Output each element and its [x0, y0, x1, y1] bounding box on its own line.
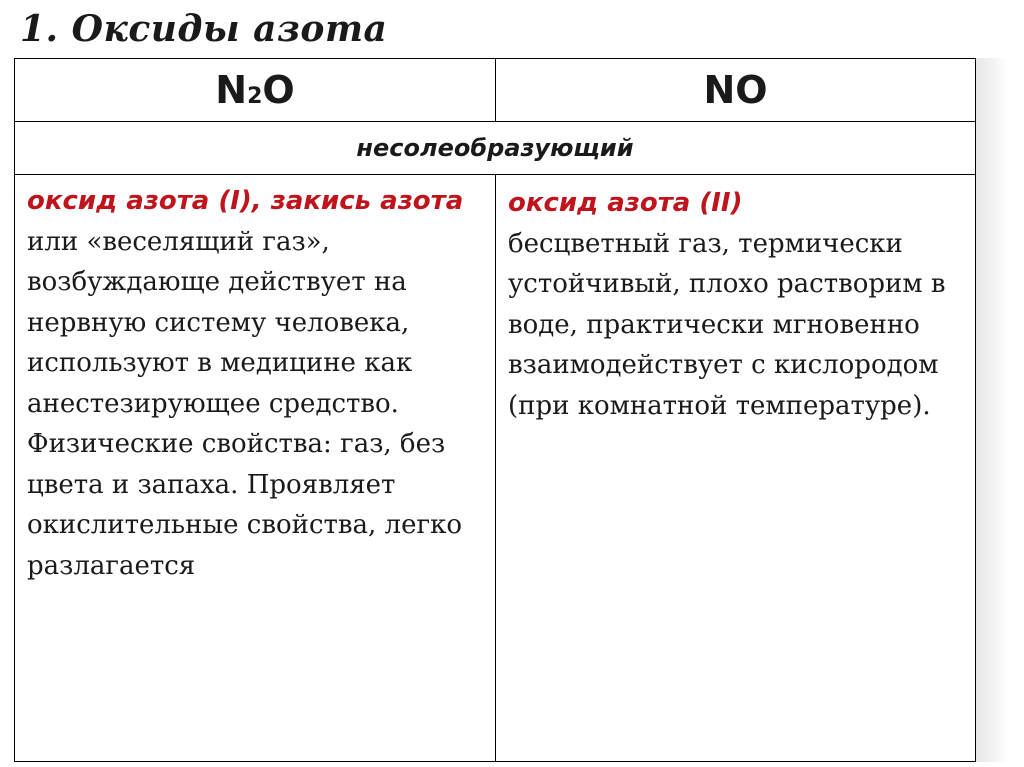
oxides-table	[14, 58, 976, 762]
formula-n2o-main: N	[215, 68, 248, 112]
no-description-cell	[496, 175, 976, 762]
no-name-highlight: оксид азота (II)	[508, 188, 743, 218]
slide-title: 1. Оксиды азота	[20, 8, 388, 50]
n2o-description	[15, 175, 495, 586]
formula-n2o-subscript: 2	[247, 84, 263, 109]
n2o-description-cell	[15, 175, 496, 762]
formula-n2o-tail: O	[262, 68, 295, 112]
classification-row	[15, 122, 976, 175]
n2o-name-highlight: оксид азота (I), закись азота	[27, 186, 464, 216]
table-shadow	[975, 58, 1007, 762]
formula-no: NO	[496, 59, 976, 122]
classification-cell: несолеобразующий	[15, 122, 976, 175]
description-row	[15, 175, 976, 762]
no-description-text: бесцветный газ, термически устойчивый, плохо растворим в воде, практически мгновенно взаимодействует с кислородом (при комнатной температуре).	[508, 228, 946, 421]
no-description	[496, 175, 975, 426]
formula-n2o	[15, 59, 496, 122]
formula-header-row	[15, 59, 976, 122]
n2o-description-text: или «веселящий газ», возбуждающе действует на нервную систему человека, используют в медицине как анестезирующее средство. Физические свойства: газ, без цвета и запаха. Проявляет окислительные свойства, легко разлагается	[27, 226, 462, 581]
